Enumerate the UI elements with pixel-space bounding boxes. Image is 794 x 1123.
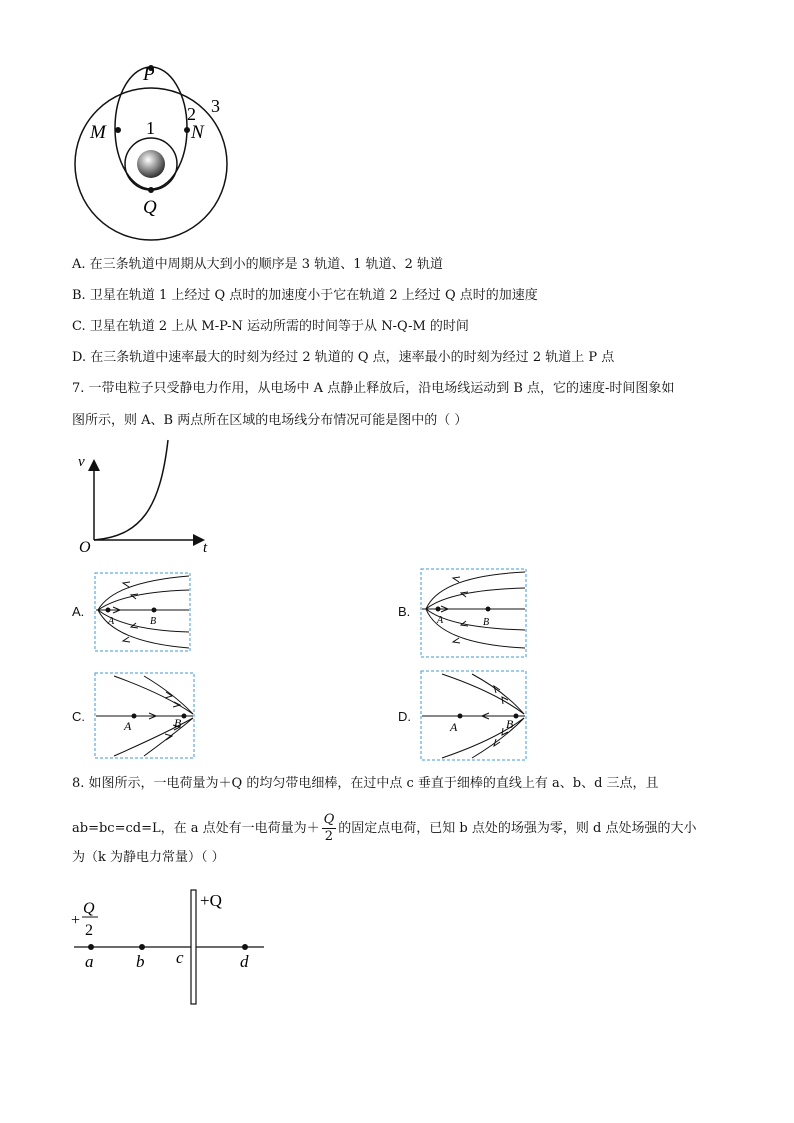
q7-opt-b-label: B. <box>398 604 411 619</box>
svg-text:A: A <box>108 616 115 627</box>
svg-text:A: A <box>450 720 458 734</box>
q7-opt-c-label: C. <box>72 709 85 724</box>
q7-opt-d-label: D. <box>398 709 411 724</box>
svg-text:Q: Q <box>83 900 95 917</box>
q6-option-a: A. 在三条轨道中周期从大到小的顺序是 3 轨道、1 轨道、2 轨道 <box>72 257 443 272</box>
svg-text:+: + <box>71 912 81 929</box>
label-2: 2 <box>187 104 196 124</box>
q7-line2: 图所示，则 A、B 两点所在区域的电场线分布情况可能是图中的（ ） <box>72 413 468 428</box>
field-b <box>420 568 528 658</box>
q8-line3: 为（k 为静电力常量）（ ） <box>72 850 225 865</box>
label-3: 3 <box>211 96 220 116</box>
q8-line1: 8. 如图所示，一电荷量为＋Q 的均匀带电细棒，在过中点 c 垂直于细棒的直线上有 a、b、d 三点，且 <box>72 776 659 791</box>
svg-text:A: A <box>124 719 132 733</box>
vt-curve <box>94 440 168 540</box>
q7-line1: 7. 一带电粒子只受静电力作用，从电场中 A 点静止释放后，沿电场线运动到 B 点，它的速度-时间图象如 <box>72 381 675 396</box>
label-Q: Q <box>143 197 157 218</box>
planet <box>137 150 165 178</box>
rod-charge: +Q <box>200 891 222 910</box>
svg-text:A: A <box>437 615 444 626</box>
svg-text:B: B <box>483 617 490 628</box>
q6-option-b: B. 卫星在轨道 1 上经过 Q 点时的加速度小于它在轨道 2 上经过 Q 点时的加速度 <box>72 288 538 303</box>
label-N: N <box>191 122 204 143</box>
q8-frac-num: Q <box>323 812 335 827</box>
svg-text:B: B <box>506 717 514 731</box>
label-P: P <box>143 64 155 85</box>
svg-text:B: B <box>174 716 182 730</box>
svg-text:c: c <box>176 948 184 967</box>
svg-text:B: B <box>150 616 157 627</box>
svg-text:a: a <box>85 952 94 971</box>
field-a <box>94 572 192 652</box>
q6-option-d: D. 在三条轨道中速率最大的时刻为经过 2 轨道的 Q 点，速率最小的时刻为经过 2 轨道上 P 点 <box>72 350 615 365</box>
svg-text:d: d <box>240 952 249 971</box>
field-d <box>420 670 528 762</box>
vt-x-label: t <box>203 540 208 556</box>
orbit-figure <box>60 60 260 240</box>
q8-line2: ab=bc=cd=L，在 a 点处有一电荷量为＋ $\frac{Q}{2}$ 的固定点电荷，已知 b 点处的场强为零，则 d 点处场强的大小 <box>72 812 697 844</box>
q6-option-c: C. 卫星在轨道 2 上从 M-P-N 运动所需的时间等于从 N-Q-M 的时间 <box>72 319 469 334</box>
q8-frac-den: 2 <box>324 829 334 844</box>
vt-origin: O <box>79 539 91 556</box>
vt-graph <box>70 440 220 560</box>
label-M: M <box>90 122 106 143</box>
field-c <box>94 672 196 760</box>
vt-y-label: v <box>78 454 85 470</box>
svg-text:b: b <box>136 952 145 971</box>
rod-figure <box>68 885 268 1010</box>
q7-opt-a-label: A. <box>72 604 85 619</box>
label-1: 1 <box>146 118 155 138</box>
svg-text:2: 2 <box>85 922 93 939</box>
